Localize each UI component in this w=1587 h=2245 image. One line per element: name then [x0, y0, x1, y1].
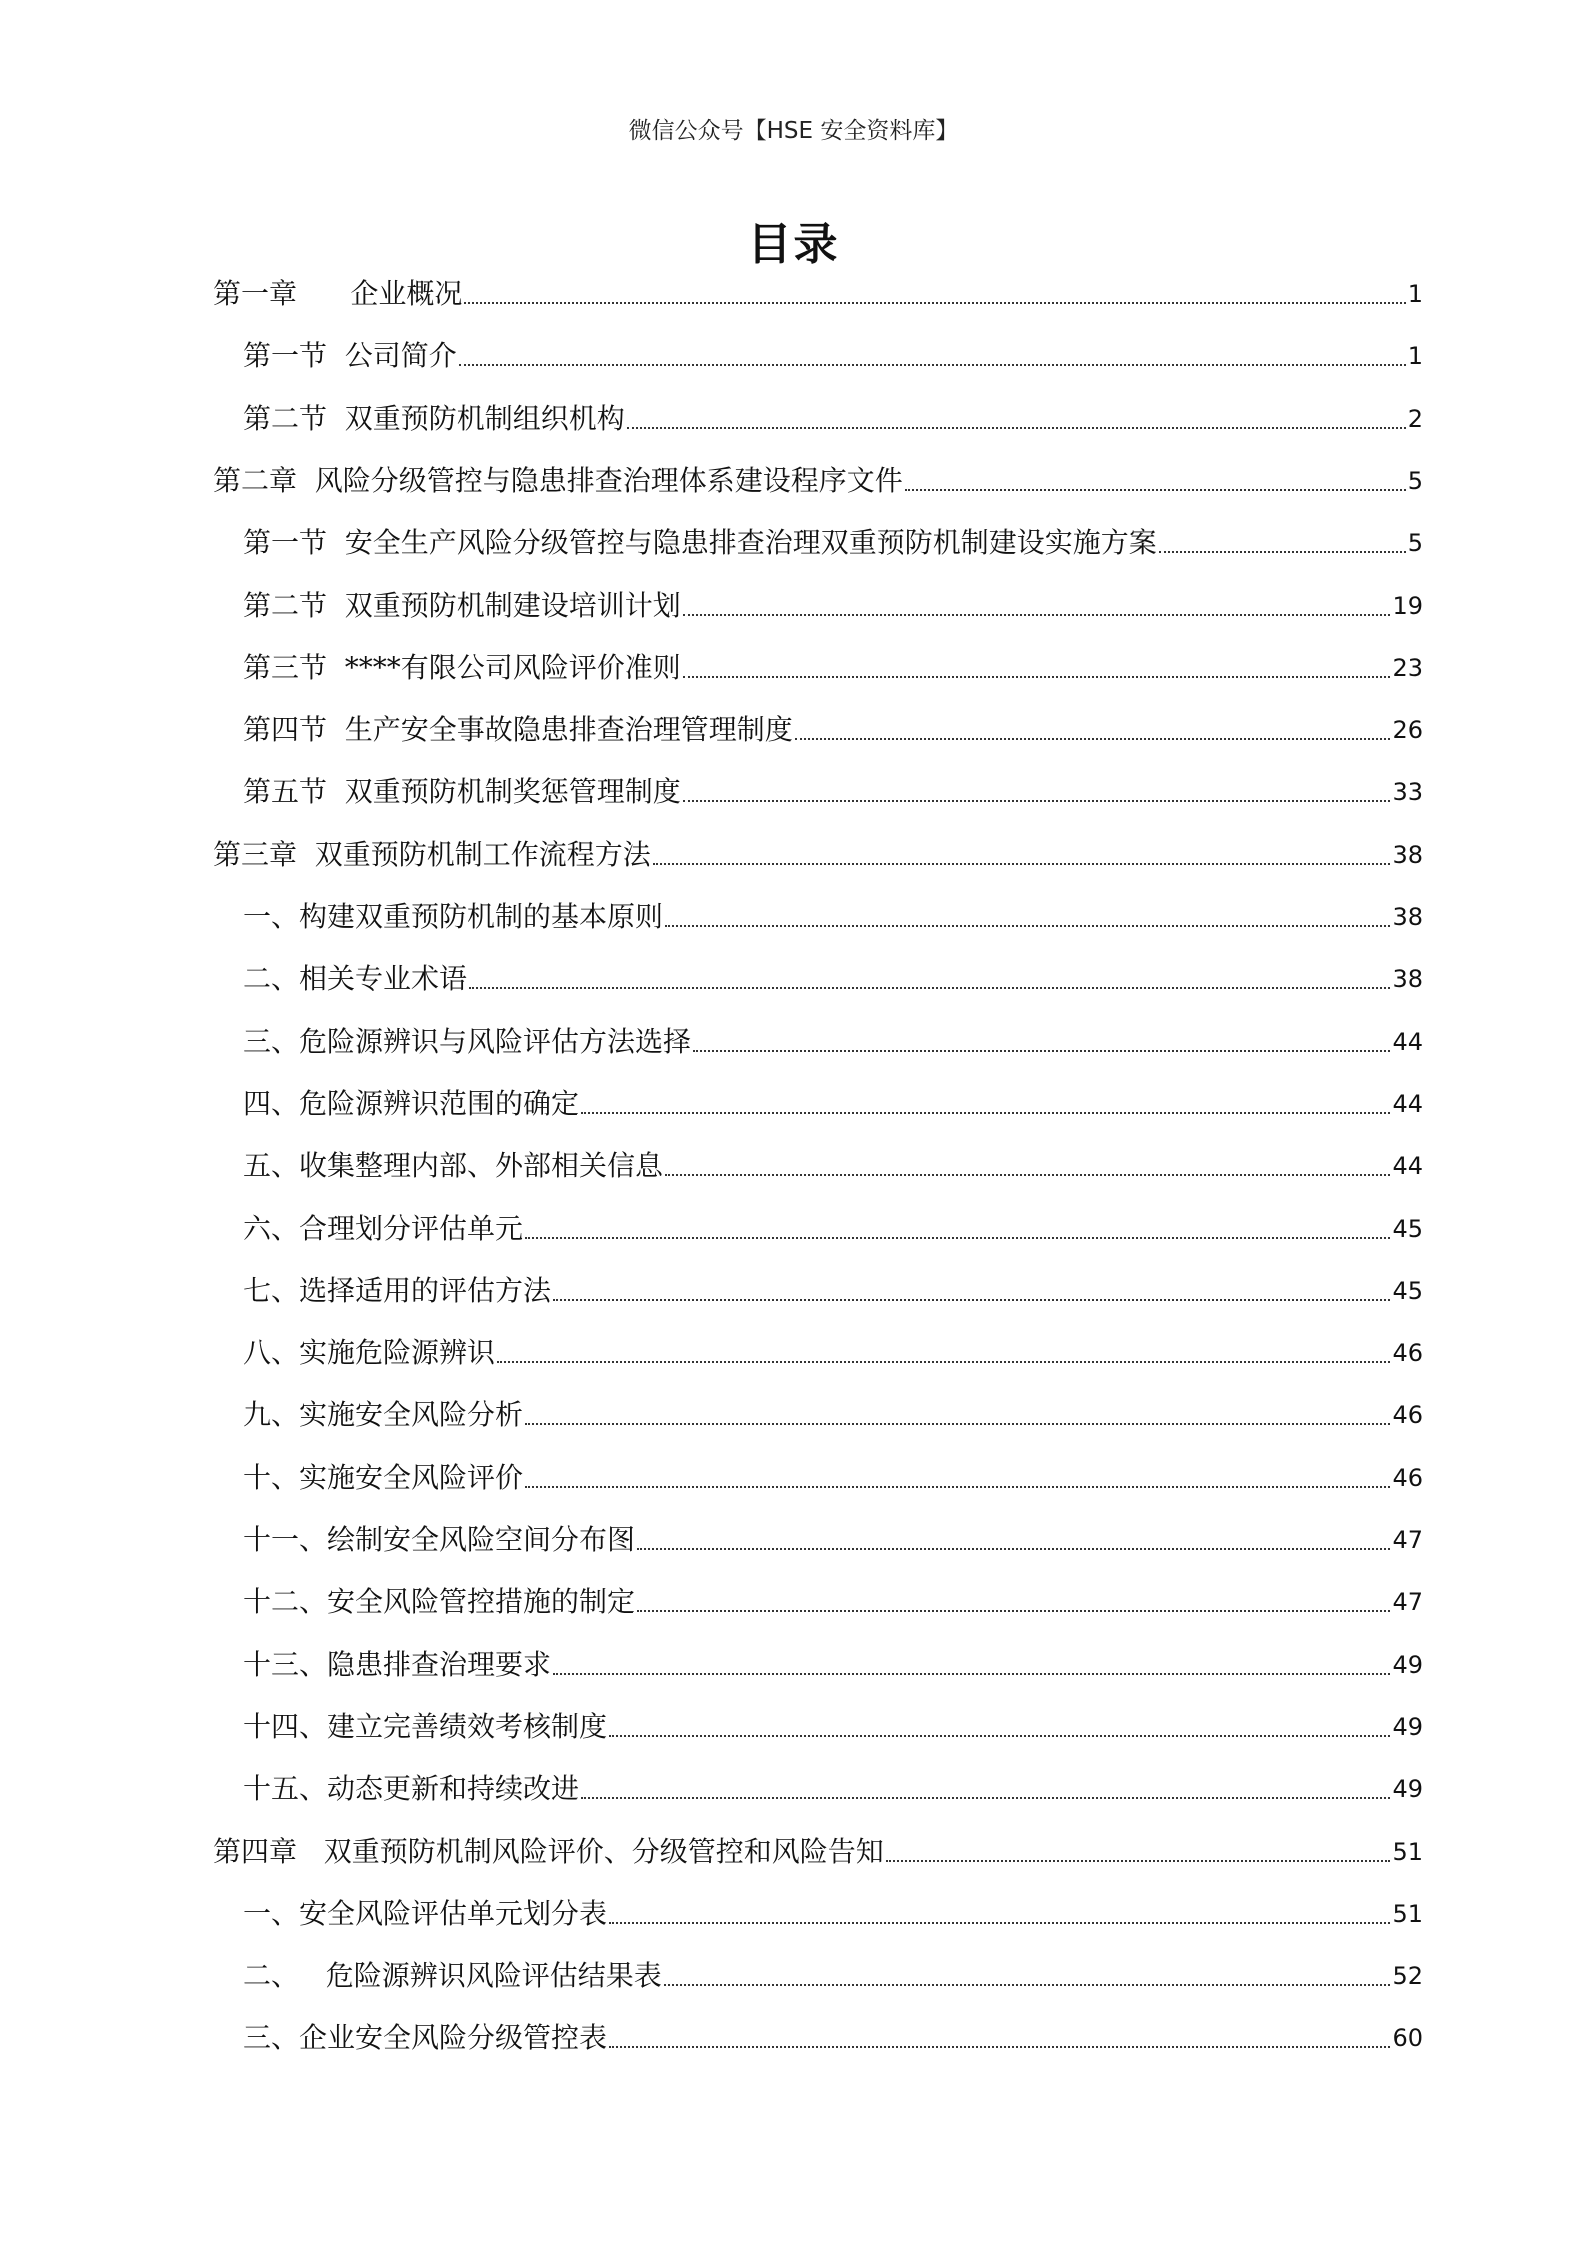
- page-title: 目录: [747, 219, 840, 270]
- dot-leader: [653, 863, 1391, 865]
- dot-leader: [665, 1174, 1390, 1176]
- toc-entry[interactable]: [243, 1769, 1423, 1809]
- toc-entry[interactable]: [213, 1832, 1423, 1872]
- toc-entry[interactable]: [243, 1395, 1423, 1435]
- dot-leader: [525, 1237, 1390, 1239]
- toc-entry-title: 十、实施安全风险评价: [243, 1460, 524, 1494]
- toc-entry[interactable]: [213, 835, 1423, 875]
- toc-entry[interactable]: [243, 523, 1423, 563]
- toc-entry-title: 五、收集整理内部、外部相关信息: [243, 1149, 664, 1183]
- toc-entry-page-number: 49: [1392, 1712, 1423, 1741]
- toc-entry-title: 十一、绘制安全风险空间分布图: [243, 1523, 636, 1556]
- dot-leader: [693, 1050, 1390, 1052]
- dot-leader: [581, 1112, 1390, 1114]
- dot-leader: [637, 1548, 1390, 1550]
- toc-entry[interactable]: [243, 710, 1423, 750]
- dot-leader: [497, 1361, 1390, 1363]
- toc-entry-title: 第四节 生产安全事故隐患排查治理管理制度: [243, 713, 793, 747]
- toc-entry-title: 三、危险源辨识与风险评估方法选择: [243, 1024, 692, 1058]
- toc-entry[interactable]: [243, 1022, 1423, 1062]
- dot-leader: [609, 2046, 1390, 2048]
- toc-entry[interactable]: [243, 2018, 1423, 2058]
- toc-entry-page-number: 46: [1392, 1339, 1423, 1368]
- toc-entry-title: 第三章 双重预防机制工作流程方法: [213, 837, 651, 871]
- toc-entry-page-number: 45: [1392, 1276, 1423, 1305]
- toc-entry-title: 第二节 双重预防机制组织机构: [243, 401, 625, 435]
- toc-entry-title: 第三节 ****有限公司风险评价准则: [243, 650, 681, 684]
- dot-leader: [469, 987, 1390, 989]
- toc-entry-page-number: 51: [1392, 1837, 1423, 1866]
- toc-entry[interactable]: [243, 1894, 1423, 1934]
- dot-leader: [627, 427, 1406, 429]
- toc-entry-page-number: 49: [1392, 1775, 1423, 1804]
- toc-entry-page-number: 44: [1392, 1027, 1423, 1056]
- dot-leader: [553, 1673, 1390, 1675]
- dot-leader: [609, 1735, 1390, 1737]
- toc-entry-page-number: 49: [1392, 1650, 1423, 1679]
- toc-entry-page-number: 46: [1392, 1401, 1423, 1430]
- toc-entry-page-number: 47: [1392, 1526, 1423, 1554]
- dot-leader: [886, 1860, 1391, 1862]
- dot-leader: [795, 738, 1391, 740]
- dot-leader: [609, 1922, 1390, 1924]
- dot-leader: [464, 302, 1405, 304]
- toc-entry-page-number: 23: [1392, 653, 1423, 682]
- toc-entry-page-number: 60: [1392, 2024, 1423, 2053]
- toc-entry-title: 第一章 企业概况: [213, 277, 463, 310]
- toc-entry-title: 第四章 双重预防机制风险评价、分级管控和风险告知: [213, 1834, 884, 1868]
- toc-entry-page-number: 46: [1392, 1463, 1423, 1492]
- toc-entry[interactable]: [243, 772, 1423, 812]
- dot-leader: [459, 364, 1406, 366]
- toc-entry[interactable]: [243, 959, 1423, 999]
- toc-entry-page-number: 44: [1392, 1089, 1423, 1118]
- toc-entry-title: 八、实施危险源辨识: [243, 1336, 496, 1370]
- toc-entry-page-number: 38: [1392, 903, 1423, 931]
- toc-entry-title: 十四、建立完善绩效考核制度: [243, 1709, 608, 1743]
- toc-entry[interactable]: [243, 586, 1423, 626]
- toc-entry-page-number: 33: [1392, 778, 1423, 807]
- toc-entry-title: 七、选择适用的评估方法: [243, 1273, 552, 1307]
- toc-entry[interactable]: [243, 1271, 1423, 1311]
- toc-entry-title: 第一节 公司简介: [243, 339, 457, 373]
- toc-entry-page-number: 2: [1407, 404, 1423, 433]
- toc-entry-title: 十二、安全风险管控措施的制定: [243, 1585, 636, 1619]
- toc-entry[interactable]: [243, 897, 1423, 937]
- toc-entry-page-number: 38: [1392, 965, 1423, 994]
- toc-entry[interactable]: [243, 1209, 1423, 1249]
- dot-leader: [525, 1486, 1390, 1488]
- toc-entry-page-number: 38: [1392, 840, 1423, 869]
- toc-entry-page-number: 47: [1392, 1588, 1423, 1617]
- toc-entry-title: 九、实施安全风险分析: [243, 1398, 524, 1432]
- toc-entry[interactable]: [243, 399, 1423, 439]
- toc-entry-title: 二、 危险源辨识风险评估结果表: [243, 1959, 662, 1993]
- toc-entry-title: 四、危险源辨识范围的确定: [243, 1086, 580, 1120]
- dot-leader: [581, 1797, 1390, 1799]
- toc-entry[interactable]: [243, 1707, 1423, 1747]
- toc-entry-page-number: 51: [1392, 1899, 1423, 1928]
- toc-entry-page-number: 26: [1392, 716, 1423, 745]
- dot-leader: [553, 1299, 1390, 1301]
- dot-leader: [664, 1984, 1391, 1986]
- toc-entry-page-number: 52: [1392, 1962, 1423, 1991]
- dot-leader: [905, 489, 1406, 491]
- toc-entry[interactable]: [243, 1146, 1423, 1186]
- toc-entry-page-number: 45: [1392, 1214, 1423, 1243]
- toc-entry-page-number: 1: [1407, 280, 1423, 308]
- toc-entry-title: 二、相关专业术语: [243, 962, 468, 996]
- toc-entry-page-number: 1: [1407, 342, 1423, 371]
- toc-entry[interactable]: [243, 1645, 1423, 1685]
- page-header: 微信公众号【HSE 安全资料库】: [628, 118, 959, 144]
- toc-entry-title: 十五、动态更新和持续改进: [243, 1772, 580, 1806]
- toc-entry[interactable]: [243, 1956, 1423, 1996]
- toc-entry[interactable]: [213, 274, 1423, 314]
- dot-leader: [683, 676, 1391, 678]
- toc-entry[interactable]: [243, 648, 1423, 688]
- dot-leader: [637, 1610, 1390, 1612]
- toc-entry[interactable]: [243, 1582, 1423, 1622]
- toc-entry-title: 第二节 双重预防机制建设培训计划: [243, 588, 681, 622]
- toc-entry[interactable]: [243, 1458, 1423, 1498]
- toc-entry-title: 第五节 双重预防机制奖惩管理制度: [243, 775, 681, 809]
- toc-entry[interactable]: [243, 1333, 1423, 1373]
- toc-entry-title: 一、构建双重预防机制的基本原则: [243, 900, 664, 933]
- toc-entry-page-number: 5: [1407, 529, 1423, 558]
- toc-entry-page-number: 44: [1392, 1152, 1423, 1181]
- toc-entry-page-number: 19: [1392, 591, 1423, 620]
- dot-leader: [683, 614, 1391, 616]
- dot-leader: [525, 1423, 1390, 1425]
- dot-leader: [1159, 551, 1406, 553]
- dot-leader: [665, 925, 1390, 927]
- toc-entry-title: 十三、隐患排查治理要求: [243, 1647, 552, 1681]
- toc-entry-title: 三、企业安全风险分级管控表: [243, 2021, 608, 2055]
- toc-entry-title: 第一节 安全生产风险分级管控与隐患排查治理双重预防机制建设实施方案: [243, 526, 1157, 560]
- toc-entry[interactable]: [213, 461, 1423, 501]
- toc-entry-title: 第二章 风险分级管控与隐患排查治理体系建设程序文件: [213, 463, 903, 497]
- toc-entry-title: 六、合理划分评估单元: [243, 1211, 524, 1245]
- toc-entry[interactable]: [243, 1520, 1423, 1560]
- toc-entry[interactable]: [243, 1084, 1423, 1124]
- dot-leader: [683, 800, 1391, 802]
- toc-entry[interactable]: [243, 336, 1423, 376]
- toc-entry-title: 一、安全风险评估单元划分表: [243, 1896, 608, 1930]
- toc-entry-page-number: 5: [1407, 466, 1423, 495]
